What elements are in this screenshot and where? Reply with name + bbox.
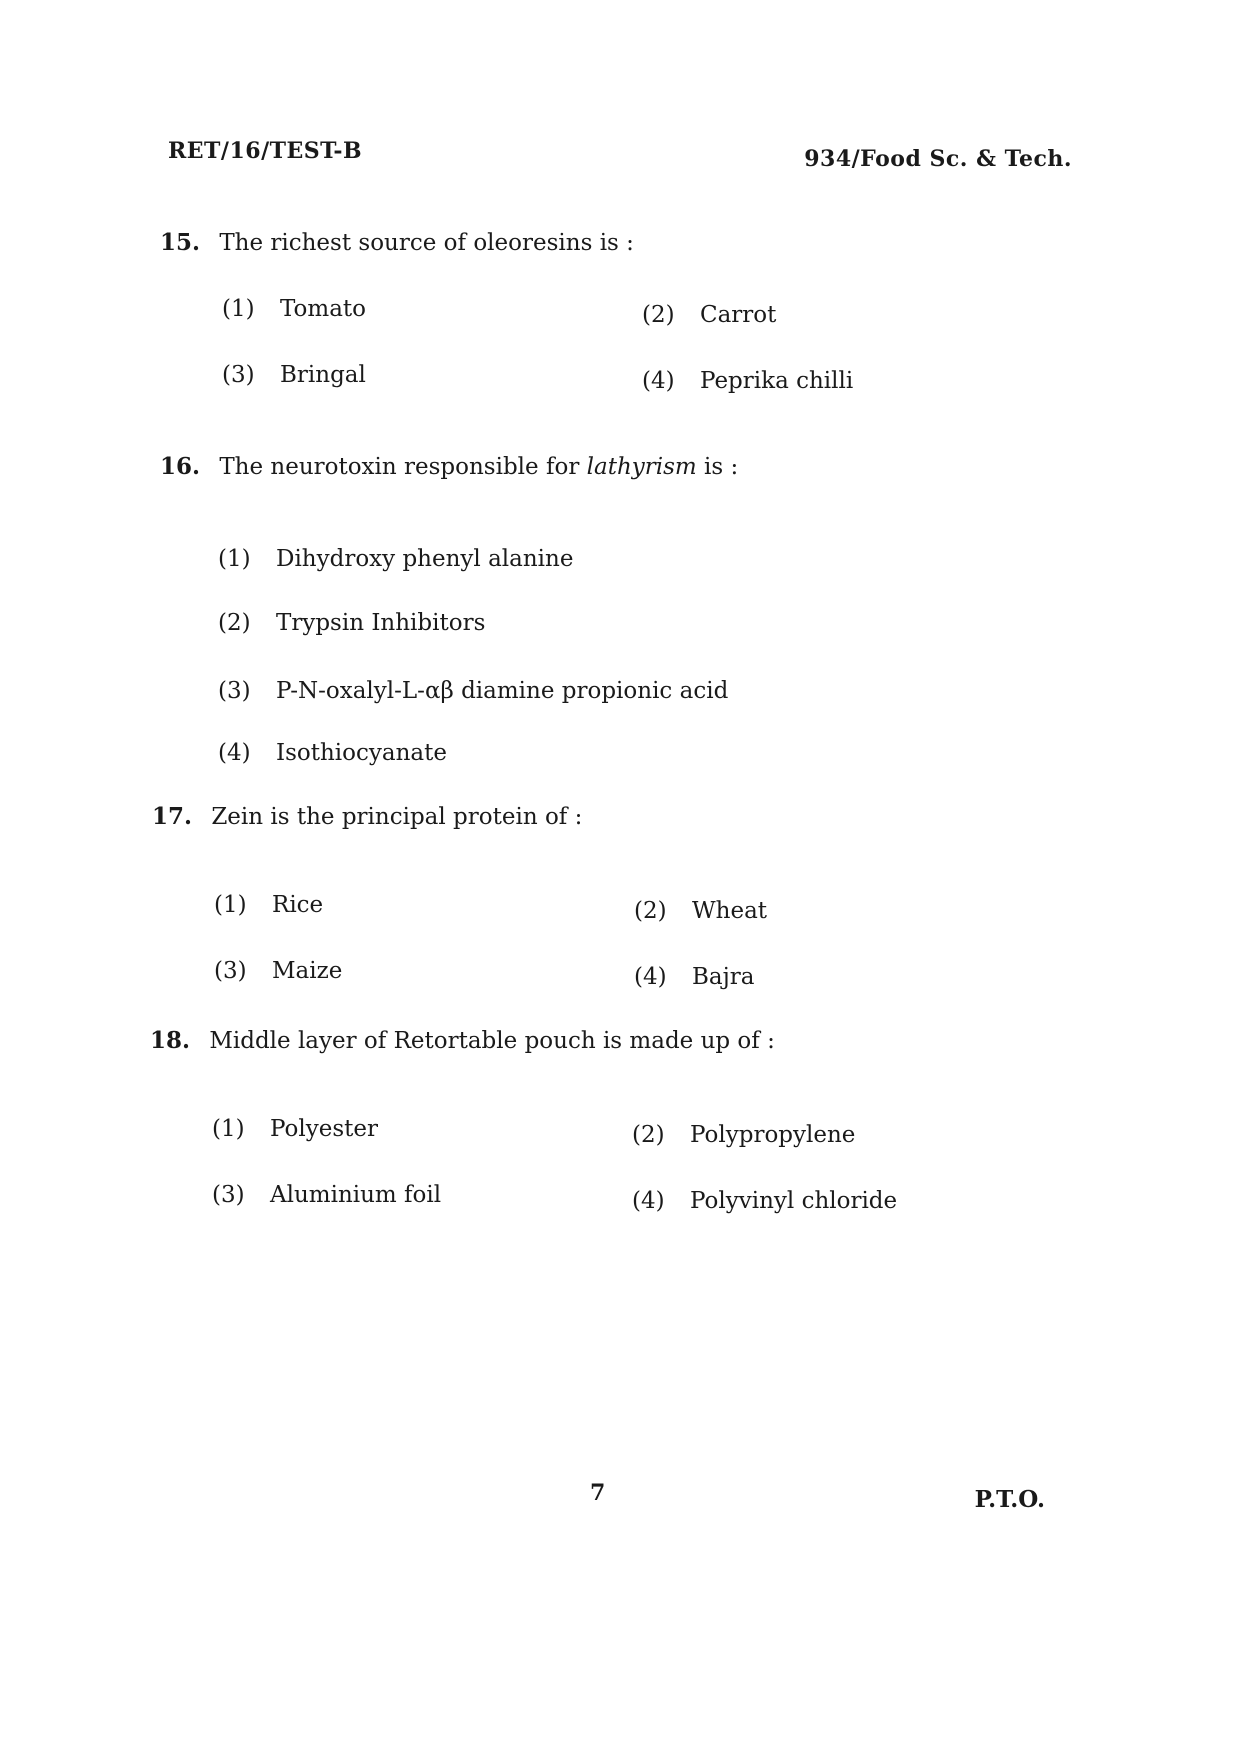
option-3: (3) Aluminium foil: [212, 1182, 442, 1208]
option-1: (1) Tomato: [222, 296, 367, 322]
option-4: (4) Isothiocyanate: [218, 740, 447, 766]
question-stem: [160, 228, 1080, 258]
option-1: (1) Dihydroxy phenyl alanine: [218, 546, 574, 572]
option-2: (2) Trypsin Inhibitors: [218, 610, 486, 636]
option-1: (1) Polyester: [212, 1116, 379, 1142]
option-4: (4) Bajra: [634, 964, 755, 990]
option-3: (3) Bringal: [222, 362, 366, 388]
paper-code: RET/16/TEST-B: [168, 138, 363, 164]
option-4: (4) Polyvinyl chloride: [632, 1188, 898, 1214]
question-number: 15.: [160, 229, 201, 256]
option-3: (3) Maize: [214, 958, 343, 984]
option-2: (2) Carrot: [642, 302, 777, 328]
question-text-italic: lathyrism: [586, 454, 697, 480]
question-text: Zein is the principal protein of :: [211, 804, 583, 830]
option-4: (4) Peprika chilli: [642, 368, 854, 394]
question-text-end: is :: [696, 454, 739, 480]
question-number: 17.: [152, 803, 193, 830]
option-1: (1) Rice: [214, 892, 324, 918]
question-text: The richest source of oleoresins is :: [219, 230, 634, 256]
option-2: (2) Wheat: [634, 898, 768, 924]
question-17: [152, 802, 1072, 990]
question-stem: [152, 802, 1072, 832]
page-number: 7: [590, 1480, 606, 1506]
question-18: [150, 1026, 1070, 1214]
subject-code: 934/Food Sc. & Tech.: [804, 146, 1072, 172]
question-16: [160, 452, 1080, 766]
question-stem: [150, 1026, 1070, 1056]
question-number: 16.: [160, 453, 201, 480]
option-3: (3) P-N-oxalyl-L-αβ diamine propionic acid: [218, 678, 729, 704]
question-15: [160, 228, 1080, 394]
question-number: 18.: [150, 1027, 191, 1054]
question-stem: [160, 452, 1080, 482]
option-2: (2) Polypropylene: [632, 1122, 856, 1148]
question-text: The neurotoxin responsible for: [219, 454, 587, 480]
question-text: Middle layer of Retortable pouch is made up of :: [209, 1028, 775, 1054]
pto-label: P.T.O.: [974, 1486, 1045, 1513]
